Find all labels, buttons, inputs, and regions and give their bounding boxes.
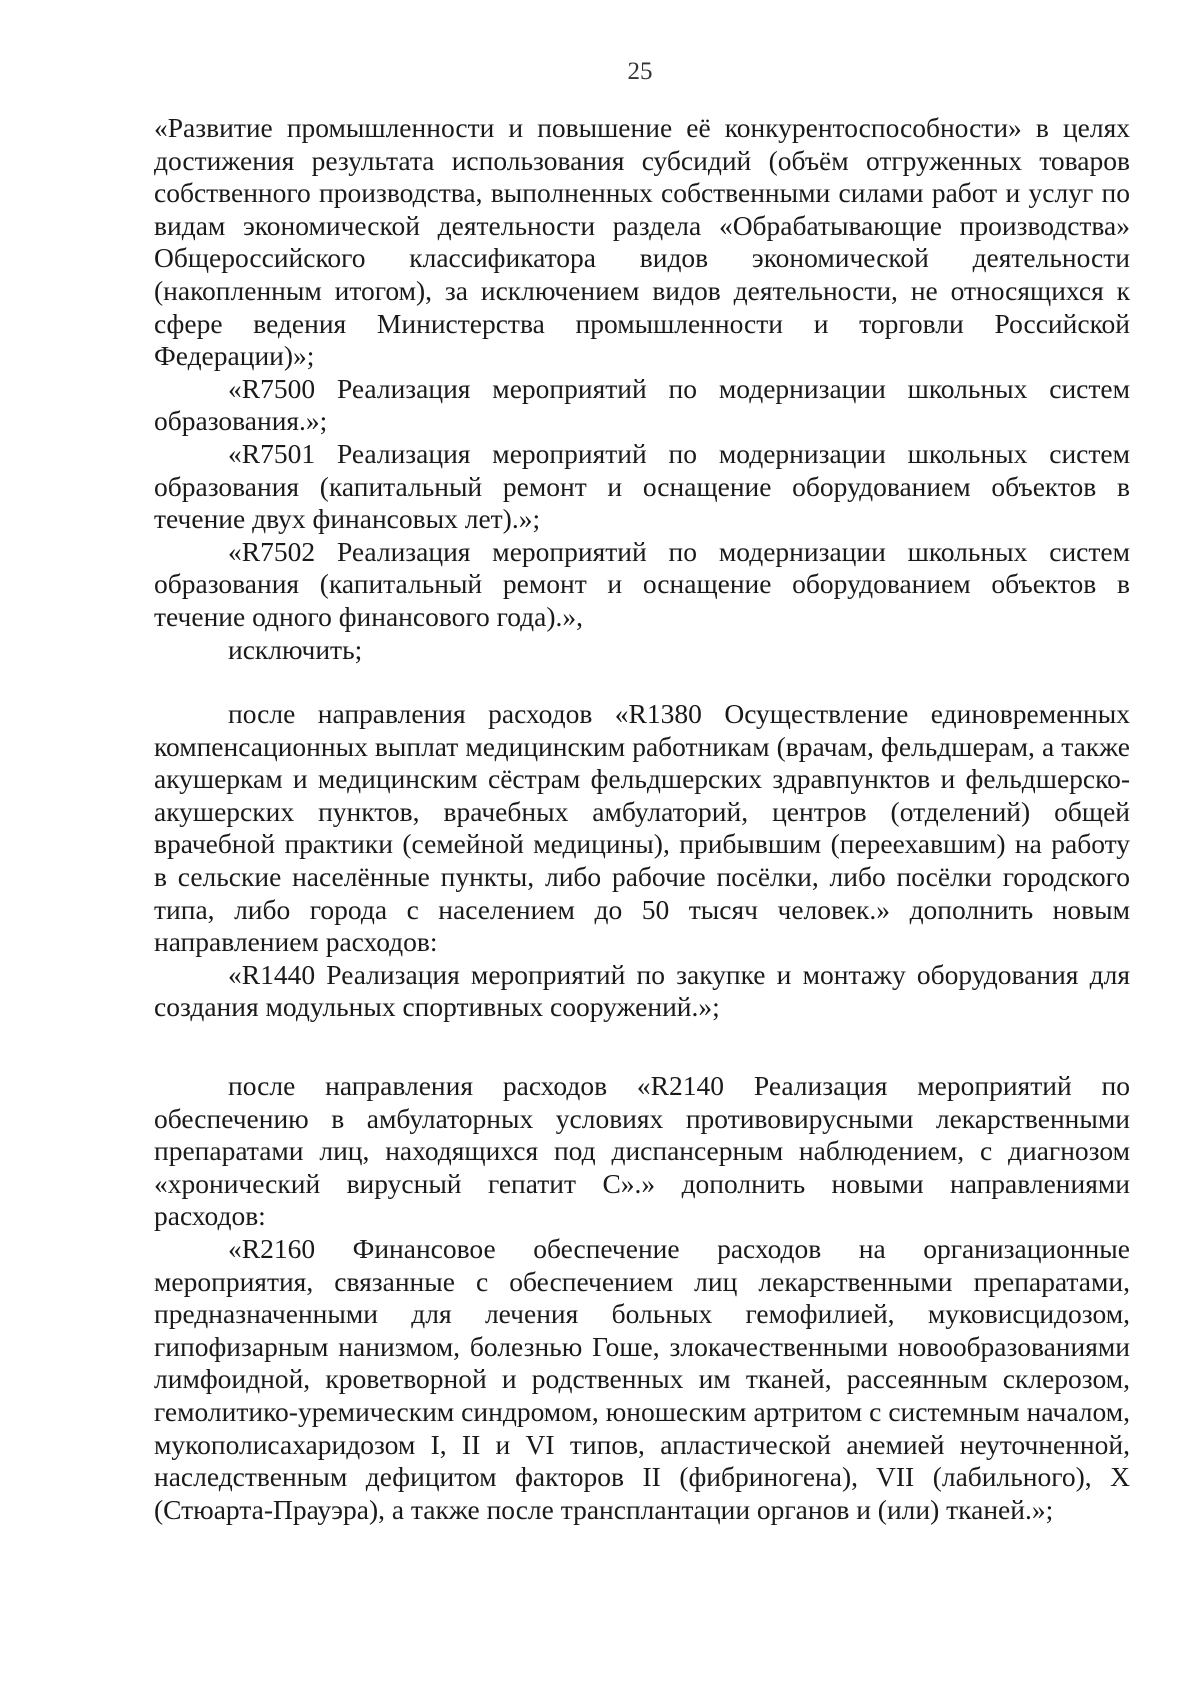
paragraph-r7500: «R7500 Реализация мероприятий по модернизации школьных систем образования.»; [154,372,1130,437]
paragraph-after-r1380: после направления расходов «R1380 Осуществление единовременных компенсационных выплат медицинским работникам (врачам, фельдшерам, а также акушеркам и медицинским сёстрам фельдшерских здравпунктов и фельдшерско-акушерских пунктов, врачебных амбулаторий, центров (отделений) общей врачебной практики (семейной медицины), прибывшим (переехавшим) на работу в сельские населённые пункты, либо рабочие посёлки, либо посёлки городского типа, либо города с населением до 50 тысяч человек.» дополнить новым направлением расходов: [154,698,1130,958]
paragraph-after-r2140: после направления расходов «R2140 Реализация мероприятий по обеспечению в амбулаторных условиях противовирусными лекарственными препаратами лиц, находящихся под диспансерным наблюдением, с диагнозом «хронический вирусный гепатит С».» дополнить новыми направлениями расходов: [154,1070,1130,1232]
paragraph-spacer [154,666,1130,698]
paragraph-exclude: исключить; [228,633,363,665]
paragraph-spacer [154,1024,1130,1070]
document-body [154,112,1130,1526]
paragraph-r2160: «R2160 Финансовое обеспечение расходов на организационные мероприятия, связанные с обеспечением лиц лекарственными препаратами, предназначенными для лечения больных гемофилией, муковисцидозом, гипофизарным нанизмом, болезнью Гоше, злокачественными новообразованиями лимфоидной, кроветворной и родственных им тканей, рассеянным склерозом, гемолитико-уремическим синдромом, юношеским артритом с системным началом, мукополисахаридозом I, II и VI типов, апластической анемией неуточненной, наследственным дефицитом факторов II (фибриногена), VII (лабильного), X (Стюарта-Прауэра), а также после трансплантации органов и (или) тканей.»; [154,1233,1130,1525]
paragraph-r7502: «R7502 Реализация мероприятий по модернизации школьных систем образования (капитальный ремонт и оснащение оборудованием объектов в течение одного финансового года).», [154,535,1130,632]
paragraph-continuation: «Развитие промышленности и повышение её конкурентоспособности» в целях достижения результата использования субсидий (объём отгруженных товаров собственного производства, выполненных собственными силами работ и услуг по видам экономической деятельности раздела «Обрабатывающие производства» Общероссийского классификатора видов экономической деятельности (накопленным итогом), за исключением видов деятельности, не относящихся к сфере ведения Министерства промышленности и торговли Российской Федерации)»; [154,112,1130,372]
paragraph-r7501: «R7501 Реализация мероприятий по модернизации школьных систем образования (капитальный ремонт и оснащение оборудованием объектов в течение двух финансовых лет).»; [154,437,1130,535]
paragraph-r1440: «R1440 Реализация мероприятий по закупке и монтажу оборудования для создания модульных спортивных сооружений.»; [154,958,1130,1023]
page-number: 25 [627,58,653,85]
